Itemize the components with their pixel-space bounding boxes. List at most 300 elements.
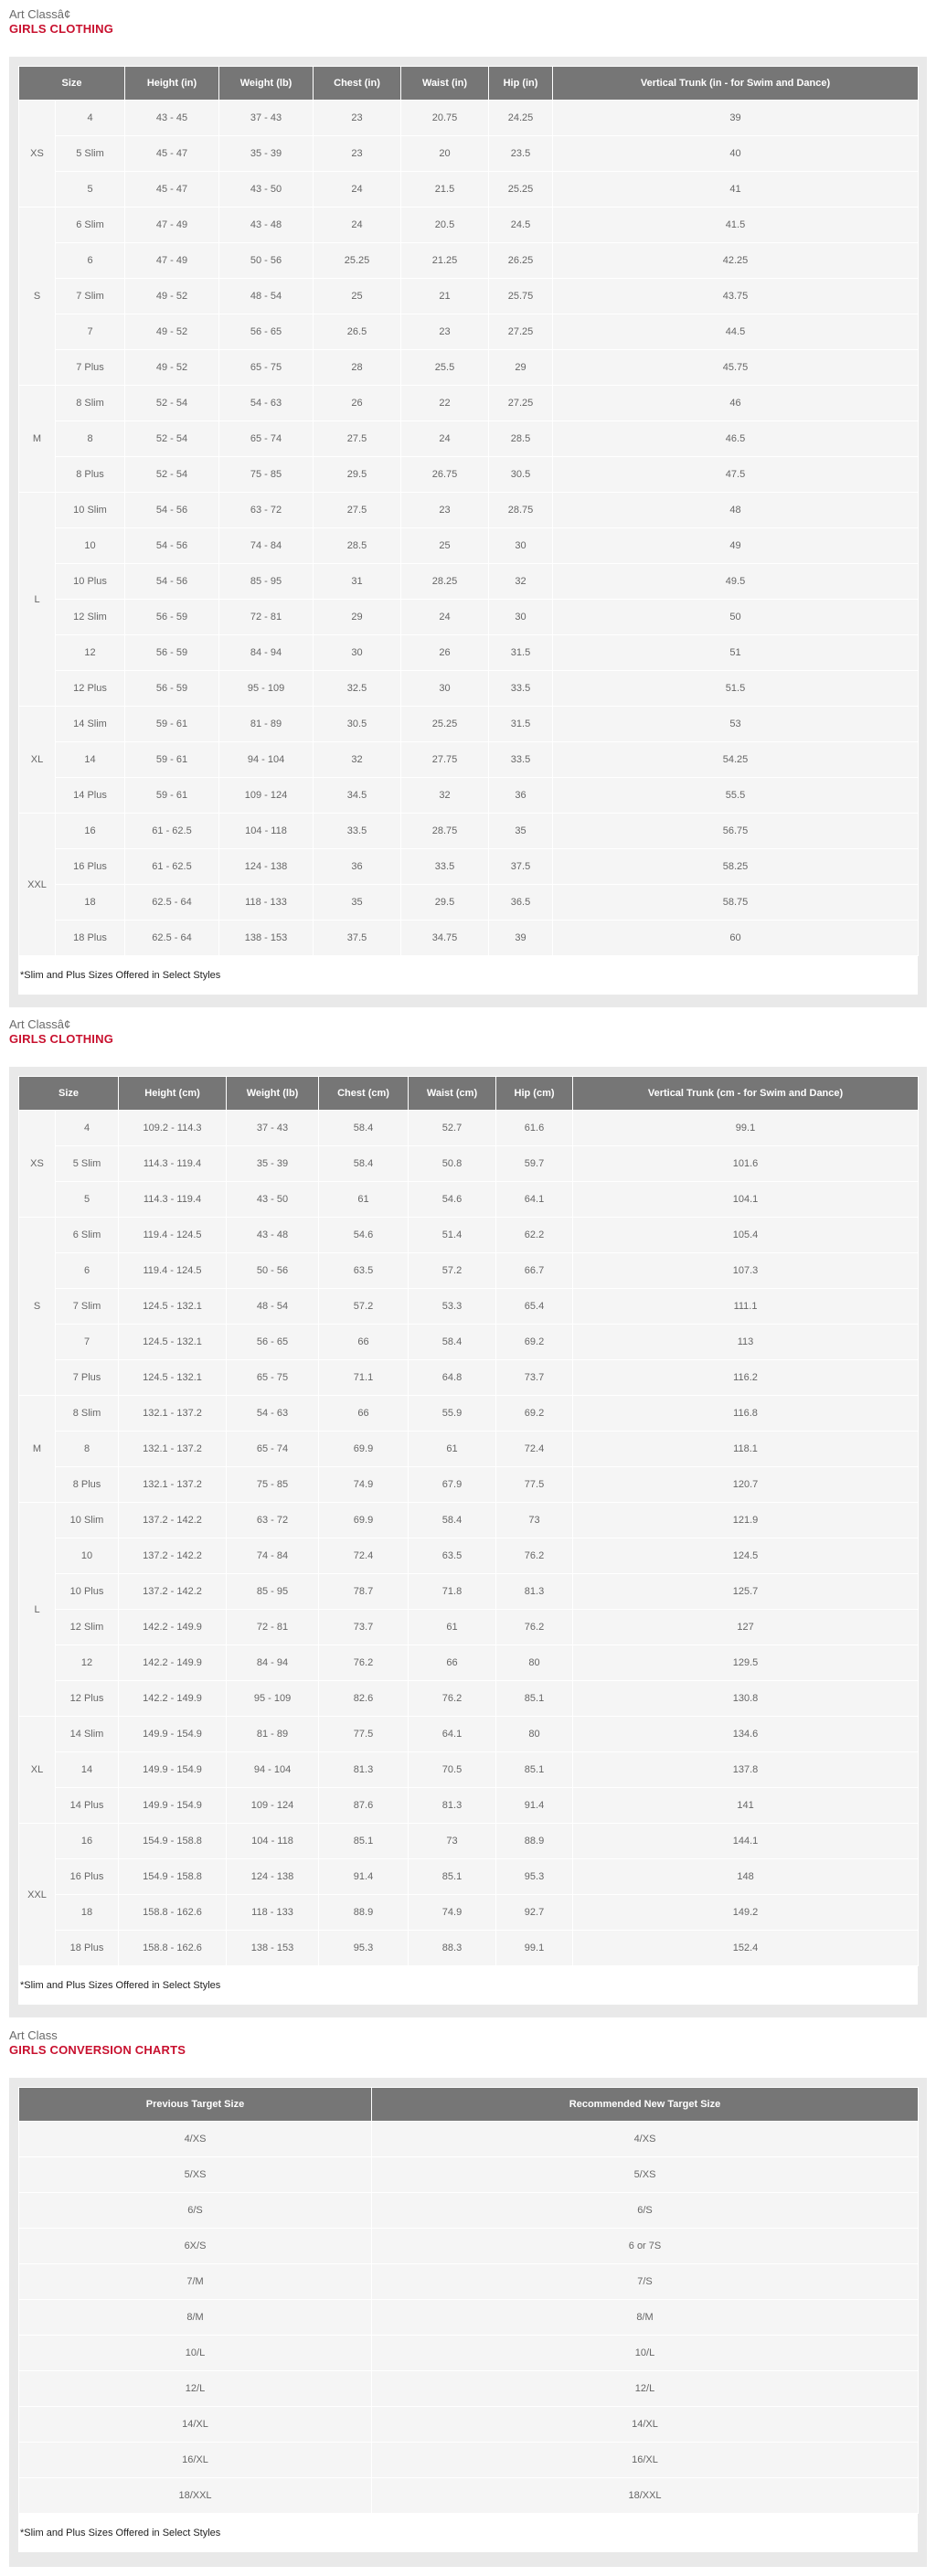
table-cell: 60 <box>553 921 919 956</box>
table-cell: 33.5 <box>401 849 489 885</box>
table-cell: 25.75 <box>489 279 553 314</box>
table-cell: 54 - 56 <box>125 493 219 528</box>
table-cell: 12 <box>56 1645 119 1681</box>
table-cell: 69.9 <box>319 1432 409 1467</box>
table-cell: 24 <box>314 172 401 208</box>
table-row <box>19 778 919 814</box>
column-header: Size <box>19 67 125 101</box>
table-cell: 80 <box>496 1645 573 1681</box>
table-cell: 24.5 <box>489 208 553 243</box>
table-row <box>19 457 919 493</box>
table-row <box>19 421 919 457</box>
table-cell: 30.5 <box>489 457 553 493</box>
table-cell: 58.4 <box>409 1325 496 1360</box>
table-body <box>19 1111 919 1966</box>
column-header: Chest (cm) <box>319 1077 409 1111</box>
size-chart-cm-section <box>9 1017 927 1991</box>
table-cell: 25 <box>401 528 489 564</box>
table-cell: 119.4 - 124.5 <box>119 1218 227 1253</box>
table-cell: 49 - 52 <box>125 314 219 350</box>
table-cell: 10 Plus <box>56 1574 119 1610</box>
table-cell: 47.5 <box>553 457 919 493</box>
table-cell: 26 <box>401 635 489 671</box>
table-cell: 85.1 <box>319 1824 409 1859</box>
table-cell: 137.2 - 142.2 <box>119 1574 227 1610</box>
table-cell: 14 Slim <box>56 1717 119 1752</box>
table-cell: 37 - 43 <box>219 101 314 136</box>
table-header <box>19 2088 919 2122</box>
table-cell: 149.9 - 154.9 <box>119 1788 227 1824</box>
table-cell: 54.6 <box>319 1218 409 1253</box>
table-cell: 91.4 <box>319 1859 409 1895</box>
table-cell: 64.1 <box>496 1182 573 1218</box>
table-cell: 30.5 <box>314 707 401 742</box>
table-cell: 54 - 56 <box>125 528 219 564</box>
table-cell: 35 <box>314 885 401 921</box>
table-cell: 43 - 50 <box>227 1182 319 1218</box>
table-cell: 61 - 62.5 <box>125 814 219 849</box>
table-cell: 69.2 <box>496 1325 573 1360</box>
table-cell: 55.9 <box>409 1396 496 1432</box>
table-cell: 76.2 <box>319 1645 409 1681</box>
table-cell: 84 - 94 <box>219 635 314 671</box>
table-cell: 95.3 <box>496 1859 573 1895</box>
table-cell: 30 <box>314 635 401 671</box>
table-cell: 73 <box>409 1824 496 1859</box>
table-cell: 85.1 <box>409 1859 496 1895</box>
table-cell: 109.2 - 114.3 <box>119 1111 227 1146</box>
table-cell: 137.2 - 142.2 <box>119 1503 227 1538</box>
table-cell: 32 <box>314 742 401 778</box>
table-cell: 8 Plus <box>56 1467 119 1503</box>
table-row <box>19 921 919 956</box>
table-cell: 56.75 <box>553 814 919 849</box>
table-row <box>19 1717 919 1752</box>
table-cell: 63 - 72 <box>227 1503 319 1538</box>
table-cell: 73.7 <box>496 1360 573 1396</box>
table-cell: 65 - 75 <box>227 1360 319 1396</box>
table-cell: 72 - 81 <box>227 1610 319 1645</box>
table-row <box>19 386 919 421</box>
conversion-table <box>18 2087 919 2514</box>
table-cell: 31.5 <box>489 707 553 742</box>
table-row <box>19 1289 919 1325</box>
column-header: Vertical Trunk (cm - for Swim and Dance) <box>573 1077 919 1111</box>
table-cell: 41.5 <box>553 208 919 243</box>
table-cell: 32 <box>489 564 553 600</box>
table-cell: 7 Plus <box>56 350 125 386</box>
table-cell: 88.9 <box>496 1824 573 1859</box>
table-cell: 51 <box>553 635 919 671</box>
table-row <box>19 101 919 136</box>
table-cell: 21.25 <box>401 243 489 279</box>
table-cell: 132.1 - 137.2 <box>119 1396 227 1432</box>
table-cell: 132.1 - 137.2 <box>119 1432 227 1467</box>
table-row <box>19 1182 919 1218</box>
table-row <box>19 1360 919 1396</box>
table-cell: 34.75 <box>401 921 489 956</box>
table-cell: 27.25 <box>489 386 553 421</box>
table-cell: 27.25 <box>489 314 553 350</box>
table-cell: 91.4 <box>496 1788 573 1824</box>
size-group-label: XXL <box>19 814 56 956</box>
table-cell: 80 <box>496 1717 573 1752</box>
table-cell: 23 <box>401 493 489 528</box>
table-cell: 59 - 61 <box>125 707 219 742</box>
table-row <box>19 1788 919 1824</box>
table-cell: 66 <box>319 1325 409 1360</box>
table-cell: 56 - 59 <box>125 635 219 671</box>
table-cell: 82.6 <box>319 1681 409 1717</box>
header-row <box>19 2088 919 2122</box>
table-cell: 5 Slim <box>56 1146 119 1182</box>
table-row <box>19 2300 919 2336</box>
table-cell: 23 <box>314 136 401 172</box>
table-cell: 51.4 <box>409 1218 496 1253</box>
table-cell: 8 Slim <box>56 1396 119 1432</box>
table-cell: 10 <box>56 528 125 564</box>
table-row <box>19 1824 919 1859</box>
column-header: Recommended New Target Size <box>372 2088 919 2122</box>
table-cell: 81 - 89 <box>227 1717 319 1752</box>
table-cell: 62.2 <box>496 1218 573 1253</box>
size-group-label: XS <box>19 1111 56 1218</box>
table-cell: 5 Slim <box>56 136 125 172</box>
table-cell: 158.8 - 162.6 <box>119 1931 227 1966</box>
size-group-label: L <box>19 493 56 707</box>
table-cell: 70.5 <box>409 1752 496 1788</box>
table-cell: 127 <box>573 1610 919 1645</box>
table-header <box>19 1077 919 1111</box>
table-cell: 25 <box>314 279 401 314</box>
table-cell: 99.1 <box>573 1111 919 1146</box>
table-row <box>19 1253 919 1289</box>
table-row <box>19 2229 919 2264</box>
table-cell: 72.4 <box>319 1538 409 1574</box>
table-cell: 20.75 <box>401 101 489 136</box>
table-row <box>19 1396 919 1432</box>
table-cell: 6X/S <box>19 2229 372 2264</box>
table-row <box>19 1146 919 1182</box>
table-cell: 94 - 104 <box>219 742 314 778</box>
size-group-label: XS <box>19 101 56 208</box>
table-cell: 8/M <box>372 2300 919 2336</box>
table-row <box>19 2443 919 2478</box>
table-cell: 16 <box>56 814 125 849</box>
table-cell: 4/XS <box>19 2122 372 2157</box>
table-cell: 69.9 <box>319 1503 409 1538</box>
table-cell: 65.4 <box>496 1289 573 1325</box>
table-cell: 36 <box>314 849 401 885</box>
table-cell: 8 Slim <box>56 386 125 421</box>
table-body <box>19 101 919 956</box>
table-cell: 25.25 <box>489 172 553 208</box>
table-row <box>19 2336 919 2371</box>
table-cell: 134.6 <box>573 1717 919 1752</box>
table-row <box>19 2371 919 2407</box>
table-cell: 7 <box>56 314 125 350</box>
table-cell: 45 - 47 <box>125 136 219 172</box>
table-cell: 75 - 85 <box>219 457 314 493</box>
table-cell: 23 <box>314 101 401 136</box>
table-cell: 130.8 <box>573 1681 919 1717</box>
table-cell: 6 Slim <box>56 1218 119 1253</box>
table-cell: 26.5 <box>314 314 401 350</box>
table-cell: 32 <box>401 778 489 814</box>
table-cell: 33.5 <box>489 671 553 707</box>
table-cell: 32.5 <box>314 671 401 707</box>
table-cell: 39 <box>489 921 553 956</box>
table-cell: 59 - 61 <box>125 778 219 814</box>
table-cell: 30 <box>489 528 553 564</box>
table-row <box>19 2478 919 2514</box>
table-cell: 114.3 - 119.4 <box>119 1146 227 1182</box>
table-cell: 120.7 <box>573 1467 919 1503</box>
table-cell: 66.7 <box>496 1253 573 1289</box>
table-cell: 21.5 <box>401 172 489 208</box>
table-cell: 49 - 52 <box>125 279 219 314</box>
table-cell: 29.5 <box>401 885 489 921</box>
table-cell: 29 <box>489 350 553 386</box>
table-cell: 35 - 39 <box>227 1146 319 1182</box>
table-cell: 53.3 <box>409 1289 496 1325</box>
table-cell: 118.1 <box>573 1432 919 1467</box>
table-cell: 75 - 85 <box>227 1467 319 1503</box>
table-row <box>19 1610 919 1645</box>
table-cell: 85 - 95 <box>227 1574 319 1610</box>
table-row <box>19 2157 919 2193</box>
table-cell: 124.5 - 132.1 <box>119 1289 227 1325</box>
table-cell: 154.9 - 158.8 <box>119 1859 227 1895</box>
table-cell: 49 <box>553 528 919 564</box>
table-cell: 65 - 75 <box>219 350 314 386</box>
table-row <box>19 1111 919 1146</box>
column-header: Hip (cm) <box>496 1077 573 1111</box>
size-group-label: XL <box>19 707 56 814</box>
table-cell: 16/XL <box>372 2443 919 2478</box>
table-cell: 124 - 138 <box>219 849 314 885</box>
table-row <box>19 493 919 528</box>
table-cell: 36 <box>489 778 553 814</box>
table-cell: 104.1 <box>573 1182 919 1218</box>
table-cell: 54.6 <box>409 1182 496 1218</box>
table-cell: 61 <box>319 1182 409 1218</box>
table-cell: 22 <box>401 386 489 421</box>
table-row <box>19 208 919 243</box>
table-row <box>19 1325 919 1360</box>
table-cell: 59.7 <box>496 1146 573 1182</box>
table-cell: 42.25 <box>553 243 919 279</box>
table-cell: 25.5 <box>401 350 489 386</box>
table-cell: 56 - 65 <box>219 314 314 350</box>
table-cell: 51.5 <box>553 671 919 707</box>
table-cell: 52 - 54 <box>125 421 219 457</box>
table-cell: 28.5 <box>489 421 553 457</box>
table-cell: 149.9 - 154.9 <box>119 1717 227 1752</box>
table-cell: 18 <box>56 885 125 921</box>
table-cell: 14/XL <box>19 2407 372 2443</box>
table-cell: 138 - 153 <box>219 921 314 956</box>
column-header: Hip (in) <box>489 67 553 101</box>
table-cell: 56 - 59 <box>125 671 219 707</box>
brand-name: Art Classâ¢ <box>9 7 71 21</box>
table-cell: 73 <box>496 1503 573 1538</box>
table-row <box>19 742 919 778</box>
table-cell: 26.25 <box>489 243 553 279</box>
table-cell: 78.7 <box>319 1574 409 1610</box>
table-cell: 5 <box>56 172 125 208</box>
table-cell: 81.3 <box>496 1574 573 1610</box>
table-cell: 85.1 <box>496 1752 573 1788</box>
table-cell: 88.3 <box>409 1931 496 1966</box>
table-cell: 50 <box>553 600 919 635</box>
table-cell: 7 <box>56 1325 119 1360</box>
table-cell: 137.2 - 142.2 <box>119 1538 227 1574</box>
table-cell: 87.6 <box>319 1788 409 1824</box>
table-cell: 142.2 - 149.9 <box>119 1681 227 1717</box>
table-cell: 119.4 - 124.5 <box>119 1253 227 1289</box>
table-cell: 27.75 <box>401 742 489 778</box>
table-cell: 56 - 59 <box>125 600 219 635</box>
table-cell: 50 - 56 <box>219 243 314 279</box>
table-cell: 129.5 <box>573 1645 919 1681</box>
table-cell: 109 - 124 <box>227 1788 319 1824</box>
table-cell: 116.8 <box>573 1396 919 1432</box>
size-group-label: M <box>19 386 56 493</box>
table-cell: 84 - 94 <box>227 1645 319 1681</box>
footnote: *Slim and Plus Sizes Offered in Select Styles <box>18 1966 918 2005</box>
table-row <box>19 849 919 885</box>
table-cell: 61.6 <box>496 1111 573 1146</box>
table-row <box>19 1859 919 1895</box>
table-cell: 104 - 118 <box>227 1824 319 1859</box>
table-cell: 57.2 <box>409 1253 496 1289</box>
table-cell: 54 - 63 <box>227 1396 319 1432</box>
table-cell: 52 - 54 <box>125 386 219 421</box>
table-cell: 37.5 <box>489 849 553 885</box>
table-cell: 71.8 <box>409 1574 496 1610</box>
table-row <box>19 885 919 921</box>
table-cell: 26.75 <box>401 457 489 493</box>
table-cell: 76.2 <box>409 1681 496 1717</box>
table-cell: 44.5 <box>553 314 919 350</box>
table-cell: 18/XXL <box>19 2478 372 2514</box>
table-cell: 18/XXL <box>372 2478 919 2514</box>
table-cell: 12 Slim <box>56 1610 119 1645</box>
table-cell: 64.8 <box>409 1360 496 1396</box>
size-group-label: M <box>19 1396 56 1503</box>
table-cell: 121.9 <box>573 1503 919 1538</box>
table-cell: 142.2 - 149.9 <box>119 1645 227 1681</box>
table-cell: 4 <box>56 1111 119 1146</box>
table-row <box>19 172 919 208</box>
table-cell: 16 Plus <box>56 849 125 885</box>
conversion-table-frame <box>9 2078 927 2567</box>
table-cell: 45 - 47 <box>125 172 219 208</box>
table-cell: 118 - 133 <box>219 885 314 921</box>
table-cell: 81 - 89 <box>219 707 314 742</box>
table-cell: 58.75 <box>553 885 919 921</box>
table-cell: 74 - 84 <box>227 1538 319 1574</box>
table-cell: 49.5 <box>553 564 919 600</box>
table-cell: 95 - 109 <box>219 671 314 707</box>
table-cell: 37.5 <box>314 921 401 956</box>
table-cell: 73.7 <box>319 1610 409 1645</box>
table-cell: 116.2 <box>573 1360 919 1396</box>
table-row <box>19 635 919 671</box>
table-cell: 124.5 - 132.1 <box>119 1360 227 1396</box>
table-cell: 35 <box>489 814 553 849</box>
table-row <box>19 671 919 707</box>
table-cell: 74.9 <box>409 1895 496 1931</box>
table-cell: 10 <box>56 1538 119 1574</box>
table-row <box>19 243 919 279</box>
brand-name: Art Classâ¢ <box>9 1017 71 1031</box>
table-cell: 62.5 - 64 <box>125 921 219 956</box>
table-cell: 81.3 <box>409 1788 496 1824</box>
table-row <box>19 2193 919 2229</box>
column-header: Waist (cm) <box>409 1077 496 1111</box>
table-cell: 31.5 <box>489 635 553 671</box>
size-group-label: S <box>19 208 56 386</box>
size-table-inches <box>18 66 919 956</box>
table-cell: 14 Slim <box>56 707 125 742</box>
table-cell: 28.75 <box>489 493 553 528</box>
table-body <box>19 2122 919 2514</box>
footnote: *Slim and Plus Sizes Offered in Select Styles <box>18 956 918 995</box>
table-cell: 46.5 <box>553 421 919 457</box>
table-cell: 30 <box>401 671 489 707</box>
table-cell: 23 <box>401 314 489 350</box>
table-cell: 58.25 <box>553 849 919 885</box>
table-cell: 6 or 7S <box>372 2229 919 2264</box>
table-cell: 58.4 <box>409 1503 496 1538</box>
table-cell: 28.25 <box>401 564 489 600</box>
table-cell: 69.2 <box>496 1396 573 1432</box>
table-cell: 124.5 <box>573 1538 919 1574</box>
table-cell: 10 Slim <box>56 1503 119 1538</box>
column-header: Vertical Trunk (in - for Swim and Dance) <box>553 67 919 101</box>
table-cell: 8 <box>56 1432 119 1467</box>
table-cell: 63.5 <box>319 1253 409 1289</box>
table-cell: 65 - 74 <box>227 1432 319 1467</box>
table-cell: 104 - 118 <box>219 814 314 849</box>
section-heading: GIRLS CLOTHING <box>9 22 114 36</box>
table-cell: 101.6 <box>573 1146 919 1182</box>
table-cell: 27.5 <box>314 493 401 528</box>
table-cell: 59 - 61 <box>125 742 219 778</box>
table-cell: 65 - 74 <box>219 421 314 457</box>
table-cell: 4/XS <box>372 2122 919 2157</box>
brand-name: Art Class <box>9 2028 58 2042</box>
table-cell: 144.1 <box>573 1824 919 1859</box>
table-cell: 12 Plus <box>56 1681 119 1717</box>
table-row <box>19 1645 919 1681</box>
table-cell: 33.5 <box>314 814 401 849</box>
table-cell: 64.1 <box>409 1717 496 1752</box>
table-row <box>19 1931 919 1966</box>
table-cell: 30 <box>489 600 553 635</box>
table-cell: 7 Plus <box>56 1360 119 1396</box>
size-group-label: S <box>19 1218 56 1396</box>
column-header: Size <box>19 1077 119 1111</box>
table-cell: 6/S <box>19 2193 372 2229</box>
table-cell: 14 <box>56 742 125 778</box>
size-group-label: L <box>19 1503 56 1717</box>
table-cell: 40 <box>553 136 919 172</box>
table-row <box>19 350 919 386</box>
table-cell: 10/L <box>372 2336 919 2371</box>
